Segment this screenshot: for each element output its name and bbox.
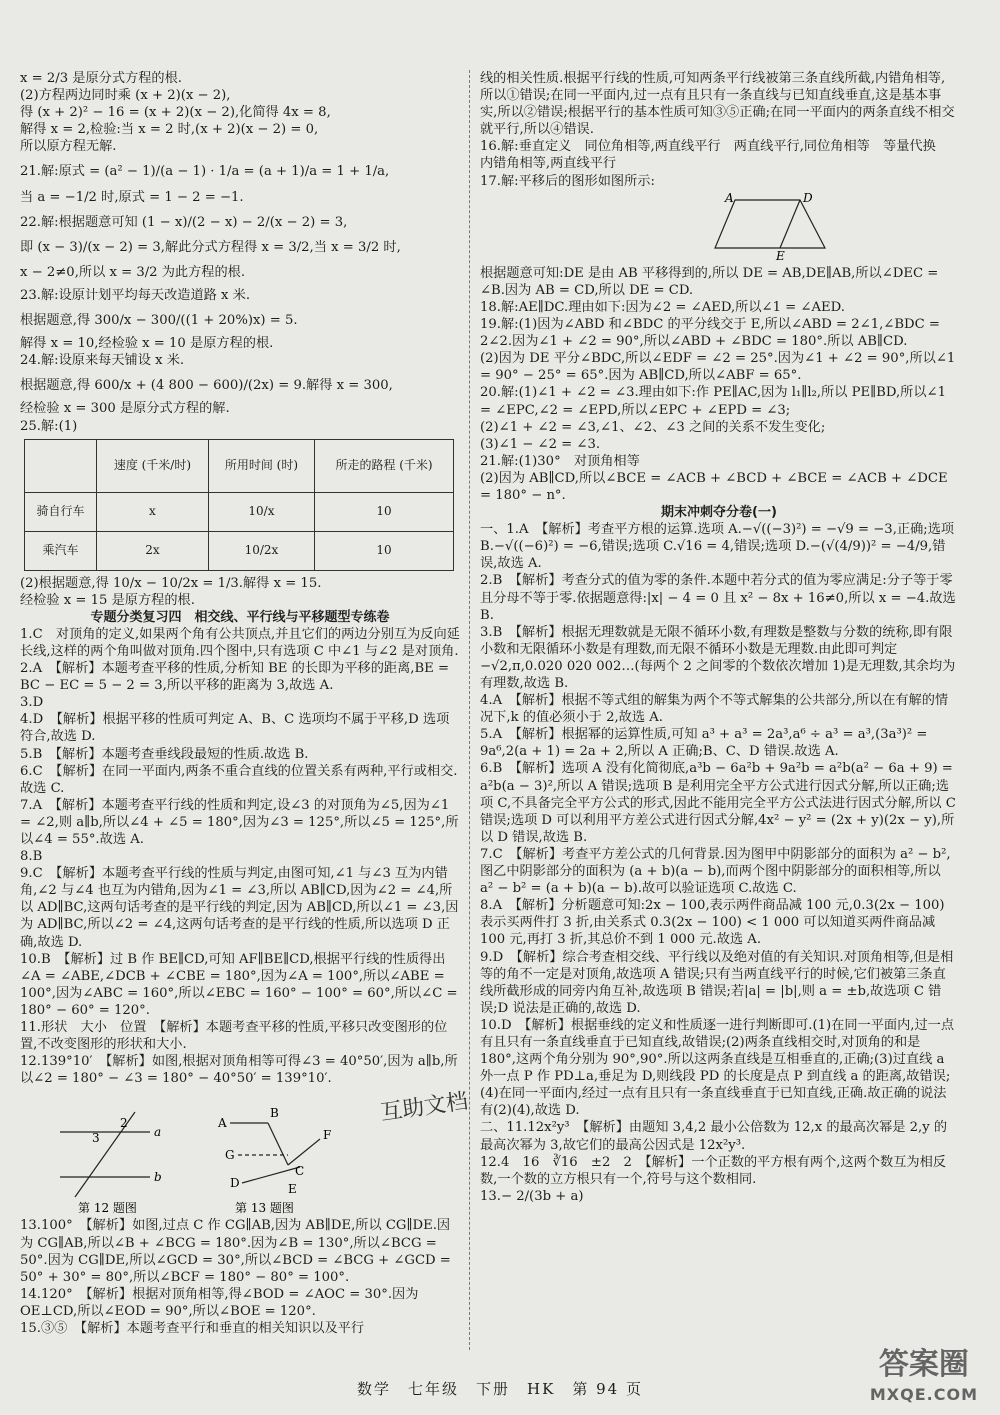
text-line: 所以原方程无解. [20,139,117,155]
label-3: 3 [92,1131,100,1146]
label-b: b [154,1170,162,1185]
paragraph: 6.C 【解析】在同一平面内,两条不重合直线的位置关系有两种,平行或相交.故选 C. [20,763,458,796]
table-cell: 骑自行车 [25,492,97,531]
label-F: F [323,1128,332,1143]
paragraph: 二、11.12x²y³ 【解析】由题知 3,4,2 最小公倍数为 12,x 的最高次幂是 2,y 的最高次幂为 3,故它们的最高公因式是 12x²y³. [480,1120,948,1153]
text-line: 22.解:根据题意可知 (1 − x)/(2 − x) − 2/(x − 2) = 3, [20,214,348,230]
text-line: 经检验 x = 300 是原分式方程的解. [20,401,230,417]
paragraph: 21.解:(1)30° 对顶角相等 [480,453,640,469]
paragraph: 17.解:平移后的图形如图所示: [480,173,655,189]
paragraph: 6.B 【解析】选项 A 没有化简彻底,a³b − 6a²b + 9a²b = a²b(a² − 6a + 9) = a²b(a − 3)²,所以 A 错误;选项 B 是利用完全平方公式进行因式分解,所以正确;选项 C,不具备完全平方公式的形式,因此不能用完全平方公式法进行因式分解,所以 C 错误;选项 D 可以利用平方差公式进行因式分解,4x² − y² = (2x + y)(2x − y),所以 D 错误,故选 B. [480,761,956,845]
label-C: C [295,1164,305,1179]
text-line: 得 (x + 2)² − 16 = (x + 2)(x − 2),化简得 4x = 8, [20,105,331,121]
paragraph: 11.形状 大小 位置 【解析】本题考查平移的性质,平移只改变图形的位置,不改变图形的形状和大小. [20,1020,448,1053]
table-header-cell: 所用时间 (时) [208,439,314,492]
table-header-cell [25,439,97,492]
label-A: A [725,190,734,205]
text-line: 经检验 x = 15 是原方程的根. [20,592,195,608]
paragraph: 5.A 【解析】根据幂的运算性质,可知 a³ + a³ = 2a³,a⁶ ÷ a³ = a³,(3a³)² = 9a⁶,2(a + 1) = 2a + 2,所以 A 正确;B、C、D 错误.故选 A. [480,727,928,760]
speed-table [24,439,454,571]
section-title: 专题分类复习四 相交线、平行线与平移题型专练卷 [90,609,390,625]
label-a: a [154,1125,162,1140]
table-cell: 10/x [208,492,314,531]
table-header-cell: 速度 (千米/时) [97,439,209,492]
figure-12 [60,1112,162,1215]
paragraph: (2)因为 DE 平分∠BDC,所以∠EDF = ∠2 = 25°.因为∠1 + ∠2 = 90°,所以∠1 = 90° − 25° = 65°.因为 AB∥CD,所以∠ABF = 65°. [480,351,956,384]
table-header-row [25,439,454,492]
paragraph: 3.B 【解析】根据无理数就是无限不循环小数,有理数是整数与分数的统称,即有限小数和无限循环小数是有理数,而无限不循环小数是无理数.由此即可判定 −√2,π,0.020 020 002…(每两个 2 之间零的个数依次增加 1)是无理数,其余均为有理数,故选 B. [480,624,956,691]
paragraph: 10.D 【解析】根据垂线的定义和性质逐一进行判断即可.(1)在同一平面内,过一点有且只有一条直线垂直于已知直线,故错误;(2)两条直线相交时,对顶角的和是 180°,这两个角分别为 90°,90°.所以这两条直线是互相垂直的,正确;(3)过直线 a 外一点 P 作 PD⊥a,垂足为 D,则线段 PD 的长度是点 P 到直线 a 的距离,故错误;(4)在同一平面内,经过一点有且只有一条直线垂直于已知直线,正确.故正确的说法有(2)(4),故选 D. [480,1017,955,1119]
paragraph: 18.解:AE∥DC.理由如下:因为∠2 = ∠AED,所以∠1 = ∠AED. [480,299,845,315]
fig12-caption: 第 12 题图 [78,1201,137,1216]
paragraph: 12.4 16 ∛16 ±2 2 【解析】一个正数的平方根有两个,这两个数互为相反数,一个数的立方根只有一个,符号与这个数相同. [480,1154,946,1187]
handwritten-stamp: 互助文档 [378,1088,470,1126]
paragraph: 4.D 【解析】根据平移的性质可判定 A、B、C 选项均不属于平移,D 选项符合,故选 D. [20,712,450,745]
text-line: 解得 x = 10,经检验 x = 10 是原方程的根. [20,336,274,352]
paragraph: 线的相关性质.根据平行线的性质,可知两条平行线被第三条直线所截,内错角相等,所以①错误;在同一平面内,过一点有且只有一条直线与已知直线垂直,这是基本事实,所以②错误;根据平行的基本性质可知③⑤正确;在同一平面内的两条直线不相交就平行,所以④错误. [480,71,955,138]
fig13-caption: 第 13 题图 [235,1201,294,1216]
table-cell: x [97,492,209,531]
text-line: 24.解:设原来每天铺设 x 米. [20,353,185,369]
paragraph: 7.A 【解析】本题考查平行线的性质和判定,设∠3 的对顶角为∠5,因为∠1 = ∠2,则 a∥b,所以∠4 + ∠5 = 180°,因为∠3 = 125°,所以∠5 = 125°,所以∠4 = 55°.故选 A. [20,797,459,847]
section-title: 期末冲刺夺分卷(一) [661,505,777,521]
text-line: 21.解:原式 = (a² − 1)/(a − 1) · 1/a = (a + 1)/a = 1 + 1/a, [20,164,390,180]
table-cell: 10 [315,531,454,570]
label-2: 2 [120,1116,128,1131]
paragraph: 8.A 【解析】分析题意可知:2x − 100,表示两件商品减 100 元,0.3(2x − 100) 表示买两件打 3 折,由关系式 0.3(2x − 100) < 1 000 可以知道买两件商品减 100 元,再打 3 折,其总价不到 1 000 元.故选 A. [480,898,945,948]
text-line: 即 (x − 3)/(x − 2) = 3,解此分式方程得 x = 3/2,当 x = 3/2 时, [20,239,401,255]
text-line: 根据题意,得 600/x + (4 800 − 600)/(2x) = 9.解得 x = 300, [20,378,393,394]
table-row [25,492,454,531]
paragraph: 10.B 【解析】过 B 作 BE∥CD,可知 AF∥BE∥CD,根据平行线的性质得出∠A = ∠ABE,∠DCB + ∠CBE = 180°,因为∠A = 100°,所以∠ABE = 100°,因为∠ABC = 160°,所以∠EBC = 160° − 100° = 60°,所以∠C = 180° − 60° = 120°. [20,951,458,1018]
table-cell: 10/2x [208,531,314,570]
label-E: E [288,1182,297,1197]
paragraph: 2.B 【解析】考查分式的值为零的条件.本题中若分式的值为零应满足:分子等于零且分母不等于零.依据题意得:|x| − 4 = 0 且 x² − 8x + 16≠0,所以 x = −4.故选 B. [480,573,956,623]
paragraph: 3.D [20,695,44,711]
text-line: 当 a = −1/2 时,原式 = 1 − 2 = −1. [20,189,244,205]
page-footer: 数学 七年级 下册 HK 第 94 页 [357,1380,643,1398]
paragraph: (3)∠1 − ∠2 = ∠3. [480,436,601,452]
paragraph: 7.C 【解析】考查平方差公式的几何背景.因为图甲中阴影部分的面积为 a² − b²,图乙中阴影部分的面积为 (a + b)(a − b),而两个图中阴影部分的面积相等,所以 a² − b² = (a + b)(a − b).故可以验证选项 C.故选 C. [480,846,951,897]
left-column [20,70,460,1337]
paragraph: 1.C 对顶角的定义,如果两个角有公共顶点,并且它们的两边分别互为反向延长线,这样的两个角叫做对顶角.四个图中,只有选项 C 中∠1 与∠2 是对顶角. [20,626,460,659]
text-line: x = 2/3 是原分式方程的根. [20,71,182,86]
paragraph: 20.解:(1)∠1 + ∠2 = ∠3.理由如下:作 PE∥AC,因为 l₁∥l₂,所以 PE∥BD,所以∠1 = ∠EPC,∠2 = ∠EPD,所以∠EPC + ∠EPD = ∠3; [480,385,946,418]
paragraph: 19.解:(1)因为∠ABD 和∠BDC 的平分线交于 E,所以∠ABD = 2∠1,∠BDC = 2∠2.因为∠1 + ∠2 = 90°,所以∠ABD + ∠BDC = 180°.所以 AB∥CD. [480,317,940,350]
paragraph: 一、1.A 【解析】考查平方根的运算.选项 A.−√((−3)²) = −√9 = −3,正确;选项 B.−√((−6)²) = −6,错误;选项 C.√16 = 4,错误;选项 D.−(√(4/9))² = −4/9,错误,故选 A. [480,522,955,572]
text-line: 25.解:(1) [20,418,78,434]
label-G: G [225,1148,235,1163]
column-divider [469,70,470,1350]
text-line: (2)根据题意,得 10/x − 10/2x = 1/3.解得 x = 15. [20,575,322,591]
paragraph: 13.− 2/(3b + a) [480,1188,584,1204]
table-header-cell: 所走的路程 (千米) [315,439,454,492]
paragraph: 12.139°10′ 【解析】如图,根据对顶角相等可得∠3 = 40°50′,因为 a∥b,所以∠2 = 180° − ∠3 = 180° − 40°50′ = 139°10′. [20,1054,458,1087]
text-line: 23.解:设原计划平均每天改造道路 x 米. [20,287,251,303]
watermark-url: MXQE.COM [869,1385,978,1404]
figure-13 [217,1106,331,1215]
table-cell: 2x [97,531,209,570]
paragraph: 14.120° 【解析】根据对顶角相等,得∠BOD = ∠AOC = 30°.因为 OE⊥CD,所以∠EOD = 90°,所以∠BOE = 120°. [20,1286,419,1319]
right-column [480,70,958,1205]
paragraph: 4.A 【解析】根据不等式组的解集为两个不等式解集的公共部分,所以在有解的情况下,k 的值必须小于 2,故选 A. [480,693,949,726]
label-D: D [230,1176,240,1191]
text-line: (2)方程两边同时乘 (x + 2)(x − 2), [20,88,231,104]
text-line: x − 2≠0,所以 x = 3/2 为此方程的根. [20,264,246,280]
paragraph: 9.C 【解析】本题考查平行线的性质与判定,由图可知,∠1 与∠3 互为内错角,∠2 与∠4 也互为内错角,因为∠1 = ∠3,所以 AB∥CD,因为∠2 = ∠4,所以 AD∥BC,这两句话考查的是平行线的判定,因为 AB∥CD,所以∠1 = ∠3,因为 AD∥BC,所以∠2 = ∠4,这两句话考查的是平行线的性质,所以选项 D 正确,故选 D. [20,866,459,950]
paragraph: 13.100° 【解析】如图,过点 C 作 CG∥AB,因为 AB∥DE,所以 CG∥DE.因为 CG∥AB,所以∠B + ∠BCG = 180°.因为∠B = 130°,所以∠BCG = 50°.因为 CG∥DE,所以∠GCD = 30°,所以∠BCD = ∠BCG + ∠GCD = 50° + 30° = 80°,所以∠BCF = 180° − 80° = 100°. [20,1218,451,1285]
label-B: B [270,1106,279,1121]
paragraph: (2)∠1 + ∠2 = ∠3,∠1、∠2、∠3 之间的关系不发生变化; [480,419,826,435]
text-line: 解得 x = 2,检验:当 x = 2 时,(x + 2)(x − 2) = 0, [20,122,319,138]
paragraph: 2.A 【解析】本题考查平移的性质,分析知 BE 的长即为平移的距离,BE = BC − EC = 5 − 2 = 3,所以平移的距离为 3,故选 A. [20,661,450,694]
table-cell: 10 [315,492,454,531]
paragraph: 8.B [20,849,43,865]
table-row [25,531,454,570]
label-D: D [803,190,813,205]
text-line: 根据题意,得 300/x − 300/((1 + 20%)x) = 5. [20,313,298,329]
paragraph: (2)因为 AB∥CD,所以∠BCE = ∠ACB + ∠BCD + ∠BCE = ∠ACB + ∠DCE = 180° − n°. [480,470,948,503]
paragraph: 5.B 【解析】本题考查垂线段最短的性质.故选 B. [20,746,309,762]
figure-17 [480,190,958,260]
paragraph: 15.③⑤ 【解析】本题考查平行和垂直的相关知识以及平行 [20,1320,365,1336]
paragraph: 根据题意可知:DE 是由 AB 平移得到的,所以 DE = AB,DE∥AB,所以∠DEC = ∠B.因为 AB = CD,所以 DE = CD. [480,265,939,298]
paragraph: 9.D 【解析】综合考查相交线、平行线以及绝对值的有关知识.对顶角相等,但是相等的角不一定是对顶角,故选项 A 错误;只有当两直线平行的时候,它们被第三条直线所截形成的同旁内角互补,故选项 B 错误;若|a| = |b|,则 a = ±b,故选项 C 错误;D 说法是正确的,故选 D. [480,949,954,1016]
label-A: A [218,1116,227,1131]
label-E: E [776,248,785,260]
watermark-text: 答案圈 [878,1347,969,1382]
paragraph: 16.解:垂直定义 同位角相等,两直线平行 两直线平行,同位角相等 等量代换 内错角相等,两直线平行 [480,139,949,172]
table-cell: 乘汽车 [25,531,97,570]
